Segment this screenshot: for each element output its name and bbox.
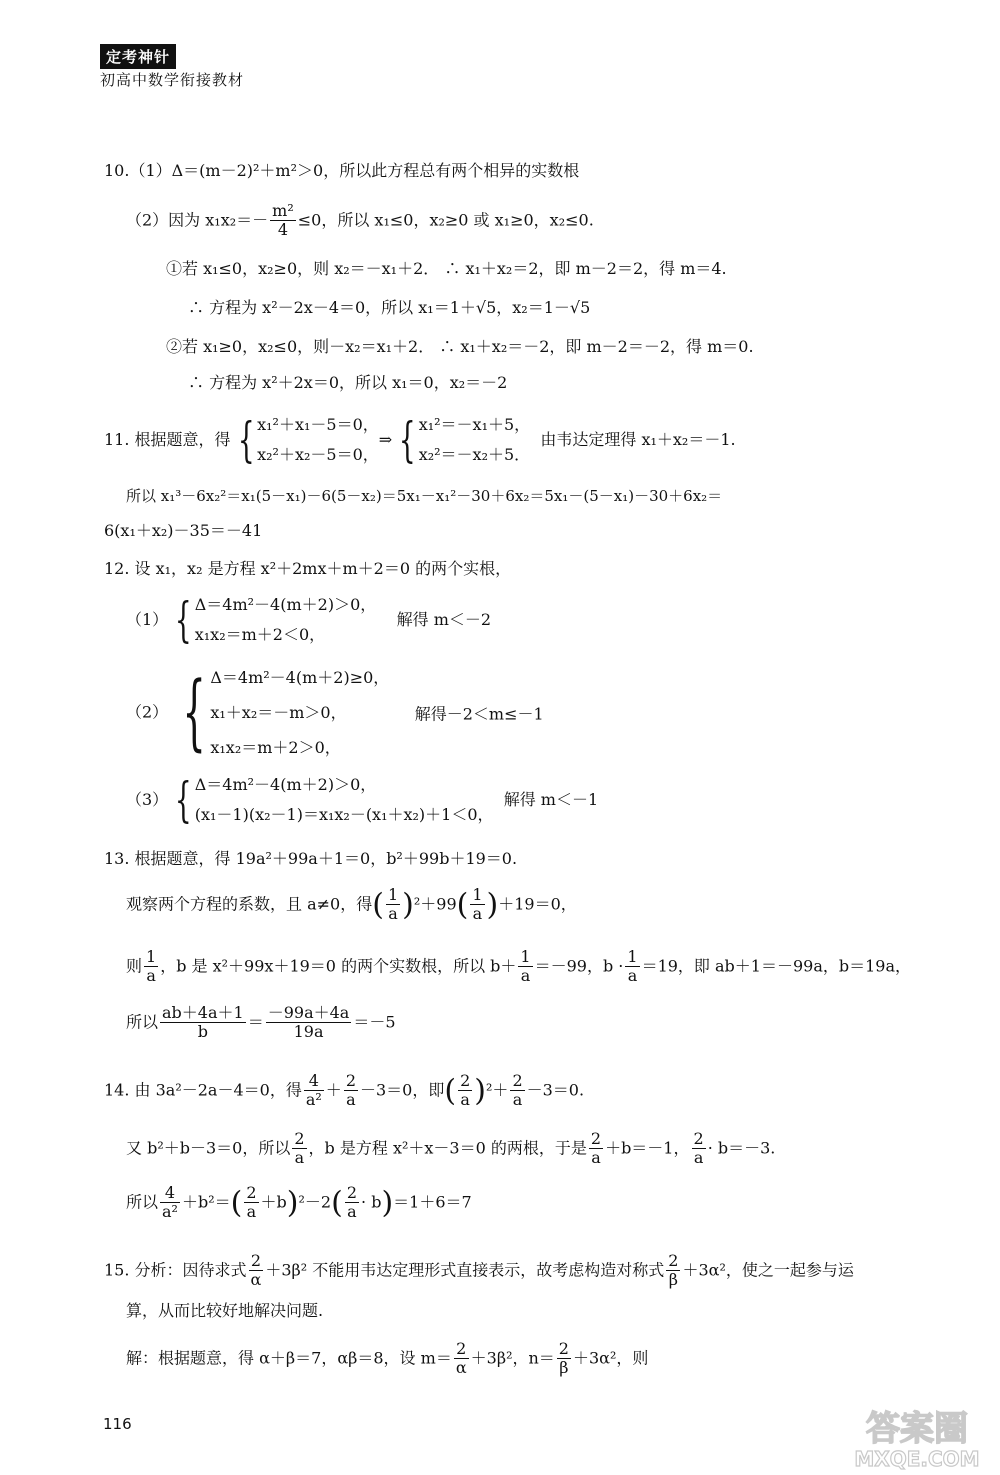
denominator: b (197, 1022, 208, 1042)
fraction (625, 948, 639, 986)
text: ＋19＝0， (498, 894, 577, 914)
numerator: ab＋4a＋1 (162, 1003, 244, 1022)
p14-line1 (104, 1072, 584, 1110)
left-brace: { (399, 412, 416, 469)
fraction (160, 1184, 180, 1222)
numerator: 2 (246, 1183, 257, 1202)
p11-line2: 所以 x₁³－6x₂²＝x₁(5－x₁)－6(5－x₂)＝5x₁－x₁²－30＋6x₂＝5x₁－(5－x₁)－30＋6x₂＝ (126, 487, 723, 505)
p15-line1 (104, 1252, 854, 1290)
p11-lead: 11. 根据题意，得 (104, 429, 231, 449)
text: ²＋99 (413, 894, 457, 914)
text: 所以 (126, 1192, 159, 1212)
fraction (344, 1072, 358, 1110)
left-brace: { (237, 412, 255, 469)
denominator: a (627, 966, 638, 986)
paren: ( (456, 887, 469, 923)
eq: x₁²＋x₁－5＝0， (257, 415, 379, 434)
denominator: 19a (293, 1022, 324, 1042)
numerator: 2 (668, 1251, 679, 1270)
fraction (589, 1130, 603, 1168)
text: －3＝0，即 (360, 1080, 445, 1100)
paren: ) (286, 1185, 299, 1221)
numerator: 2 (460, 1071, 471, 1090)
fraction (454, 1340, 469, 1378)
denominator: a² (162, 1202, 178, 1222)
text: ²－2 (298, 1192, 332, 1212)
denominator: β (559, 1358, 569, 1378)
numerator: 2 (454, 1340, 469, 1359)
page-number: 116 (103, 1415, 132, 1433)
numerator: 1 (472, 885, 483, 904)
fraction (386, 886, 400, 924)
paren: ( (372, 887, 384, 923)
text: －3＝0. (526, 1080, 585, 1100)
text: · b＝－3. (707, 1138, 776, 1158)
paren: ) (402, 887, 414, 923)
series-badge: 定考神针 (100, 44, 176, 69)
numerator: 1 (627, 947, 638, 966)
case2-result: 解得－2＜m≤－1 (414, 704, 544, 724)
numerator: 2 (294, 1129, 305, 1148)
p11-system2 (419, 410, 530, 471)
left-brace: { (182, 664, 207, 760)
paren: ( (230, 1185, 243, 1221)
paren: ( (331, 1185, 343, 1221)
watermark-bottom: MXQE.COM (854, 1447, 980, 1471)
fraction (692, 1130, 706, 1168)
text: ＋3α²，则 (572, 1348, 649, 1368)
denominator: a (347, 1202, 357, 1222)
fraction (266, 1004, 352, 1042)
text: ＝－5 (353, 1012, 396, 1032)
square: ² (486, 1080, 493, 1100)
watermark-top: 答案圈 (866, 1409, 968, 1449)
numerator: 2 (693, 1129, 704, 1148)
text: · b (361, 1192, 382, 1212)
fraction (458, 1072, 472, 1110)
eq: x₁x₂＝m＋2＜0， (194, 625, 326, 645)
denominator: a (520, 966, 531, 986)
p11-system-line (104, 410, 736, 471)
p13-line4 (126, 1004, 396, 1042)
denominator: a (346, 1090, 356, 1110)
equals: ＝ (247, 1012, 264, 1032)
fraction (270, 202, 296, 240)
p15-line2: 算，从而比较好地解决问题. (126, 1301, 324, 1320)
p10-line1: 10.（1）Δ＝(m－2)²＋m²＞0，所以此方程总有两个相异的实数根 (104, 161, 580, 180)
text: 14. 由 3a²－2a－4＝0，得 (104, 1080, 302, 1100)
denominator: a (512, 1090, 523, 1110)
p14-line3 (126, 1184, 472, 1222)
text: ＝－99，b · (534, 956, 624, 976)
p10-line2 (126, 202, 594, 240)
text: ＋3β² 不能用韦达定理形式直接表示，故考虑构造对称式 (265, 1260, 665, 1280)
case-label: （1） (126, 609, 169, 629)
denominator: a (693, 1148, 704, 1168)
denominator: 4 (277, 220, 289, 240)
fraction (249, 1252, 264, 1290)
case1-result: 解得 m＜－2 (396, 609, 492, 629)
text: ＝19，即 ab＋1＝－99a，b＝19a， (641, 956, 912, 976)
numerator: 1 (387, 885, 399, 904)
paren: ) (381, 1185, 394, 1221)
left-brace: { (175, 592, 192, 649)
book-subtitle: 初高中数学衔接教材 (100, 71, 245, 89)
eq: Δ＝4m²－4(m＋2)＞0， (194, 775, 377, 794)
watermark-logo (842, 1400, 992, 1472)
eq: x₂²＋x₂－5＝0， (257, 445, 379, 465)
fraction (345, 1184, 359, 1222)
denominator: a (472, 904, 483, 924)
plus: ＋ (492, 1080, 509, 1100)
p10-line5: ②若 x₁≥0，x₂≤0，则－x₂＝x₁＋2． ∴ x₁＋x₂＝－2，即 m－2＝－2，得 m＝0. (166, 337, 754, 356)
text: ＋3α²，使之一起参与运 (682, 1260, 854, 1280)
numerator: 1 (146, 947, 157, 966)
eq: x₂²＝－x₂＋5． (418, 445, 531, 465)
plus: ＋ (325, 1080, 342, 1100)
eq: Δ＝4m²－4(m＋2)＞0， (194, 595, 377, 614)
numerator: 2 (512, 1071, 523, 1090)
p11-system1 (257, 410, 379, 471)
case3-result: 解得 m＜－1 (503, 789, 599, 809)
fraction (666, 1252, 680, 1290)
numerator: 2 (590, 1129, 602, 1148)
denominator: α (250, 1270, 262, 1290)
text: ＋b²＝ (181, 1192, 231, 1212)
p13-line2 (126, 886, 577, 924)
p12-case1 (126, 590, 491, 651)
p10-line3: ①若 x₁≤0，x₂≥0，则 x₂＝－x₁＋2． ∴ x₁＋x₂＝2，即 m－2＝2，得 m＝4. (166, 259, 727, 278)
numerator: 4 (160, 1184, 180, 1203)
text: 则 (126, 956, 143, 976)
p12-case2 (126, 660, 544, 766)
p12-case3 (126, 770, 598, 831)
paren: ) (486, 887, 499, 923)
numerator: 2 (558, 1339, 569, 1358)
p10-line4: ∴ 方程为 x²－2x－4＝0，所以 x₁＝1＋√5，x₂＝1－√5 (188, 298, 591, 317)
p10-line6: ∴ 方程为 x²＋2x＝0，所以 x₁＝0，x₂＝－2 (188, 373, 508, 392)
denominator: a (294, 1148, 305, 1168)
case-label: （2） (126, 702, 169, 722)
text: 解：根据题意，得 α＋β＝7，αβ＝8，设 m＝ (126, 1348, 452, 1368)
case1-system (195, 590, 377, 651)
eq: (x₁－1)(x₂－1)＝x₁x₂－(x₁＋x₂)＋1＜0， (194, 805, 494, 825)
denominator: a (146, 966, 156, 986)
case2-system (210, 660, 389, 766)
text: ＋3β²，n＝ (470, 1348, 555, 1368)
text: ，b 是方程 x²＋x－3＝0 的两根，于是 (308, 1138, 587, 1158)
p10-line2-a: （2）因为 x₁x₂＝－ (126, 210, 269, 230)
fraction (557, 1340, 571, 1378)
case-label: （3） (126, 789, 169, 809)
denominator: a (460, 1090, 470, 1110)
numerator: m² (272, 201, 294, 220)
fraction (518, 948, 532, 986)
text: ＋b＝－1， (605, 1138, 690, 1158)
p11-tail: 由韦达定理得 x₁＋x₂＝－1. (540, 429, 736, 449)
case3-system (195, 770, 494, 831)
numerator: 2 (345, 1071, 356, 1090)
fraction (510, 1072, 524, 1110)
text: 15. 分析：因待求式 (104, 1260, 247, 1280)
p15-line3 (126, 1340, 648, 1378)
fraction (160, 1004, 246, 1042)
fraction (144, 948, 158, 986)
numerator: 2 (249, 1252, 264, 1271)
p13-line1: 13. 根据题意，得 19a²＋99a＋1＝0，b²＋99b＋19＝0. (104, 849, 518, 868)
fraction (292, 1130, 306, 1168)
fraction (244, 1184, 258, 1222)
denominator: a² (305, 1090, 322, 1110)
text: 观察两个方程的系数，且 a≠0，得 (126, 894, 373, 914)
text: ，b 是 x²＋99x＋19＝0 的两个实数根，所以 b＋ (160, 956, 517, 976)
p11-line3: 6(x₁＋x₂)－35＝－41 (104, 521, 263, 540)
fraction (470, 886, 484, 924)
eq: x₁x₂＝m＋2＞0， (210, 738, 341, 758)
p14-line2 (126, 1130, 775, 1168)
numerator: 4 (304, 1072, 324, 1091)
p12-line1: 12. 设 x₁，x₂ 是方程 x²＋2mx＋m＋2＝0 的两个实根， (104, 559, 512, 578)
denominator: a (591, 1148, 601, 1168)
denominator: β (668, 1270, 679, 1290)
denominator: a (246, 1202, 257, 1222)
text: ＋b (260, 1192, 287, 1212)
eq: Δ＝4m²－4(m＋2)≥0， (210, 668, 390, 687)
numerator: －99a＋4a (267, 1003, 350, 1022)
eq: x₁＋x₂＝－m＞0， (210, 703, 347, 723)
text: 又 b²＋b－3＝0，所以 (126, 1138, 291, 1158)
eq: x₁²＝－x₁＋5， (418, 415, 531, 434)
numerator: 1 (520, 947, 531, 966)
p10-line2-b: ≤0，所以 x₁≤0，x₂≥0 或 x₁≥0，x₂≤0. (297, 210, 594, 230)
denominator: α (455, 1358, 467, 1378)
implies-arrow: ⇒ (378, 429, 393, 449)
left-brace: { (175, 772, 192, 829)
p13-line3 (126, 948, 911, 986)
text: 所以 (126, 1012, 159, 1032)
text: ＝1＋6＝7 (393, 1192, 472, 1212)
paren: ) (474, 1073, 486, 1109)
numerator: 2 (346, 1183, 358, 1202)
paren: ( (444, 1073, 457, 1109)
fraction (304, 1072, 324, 1110)
denominator: a (388, 904, 398, 924)
